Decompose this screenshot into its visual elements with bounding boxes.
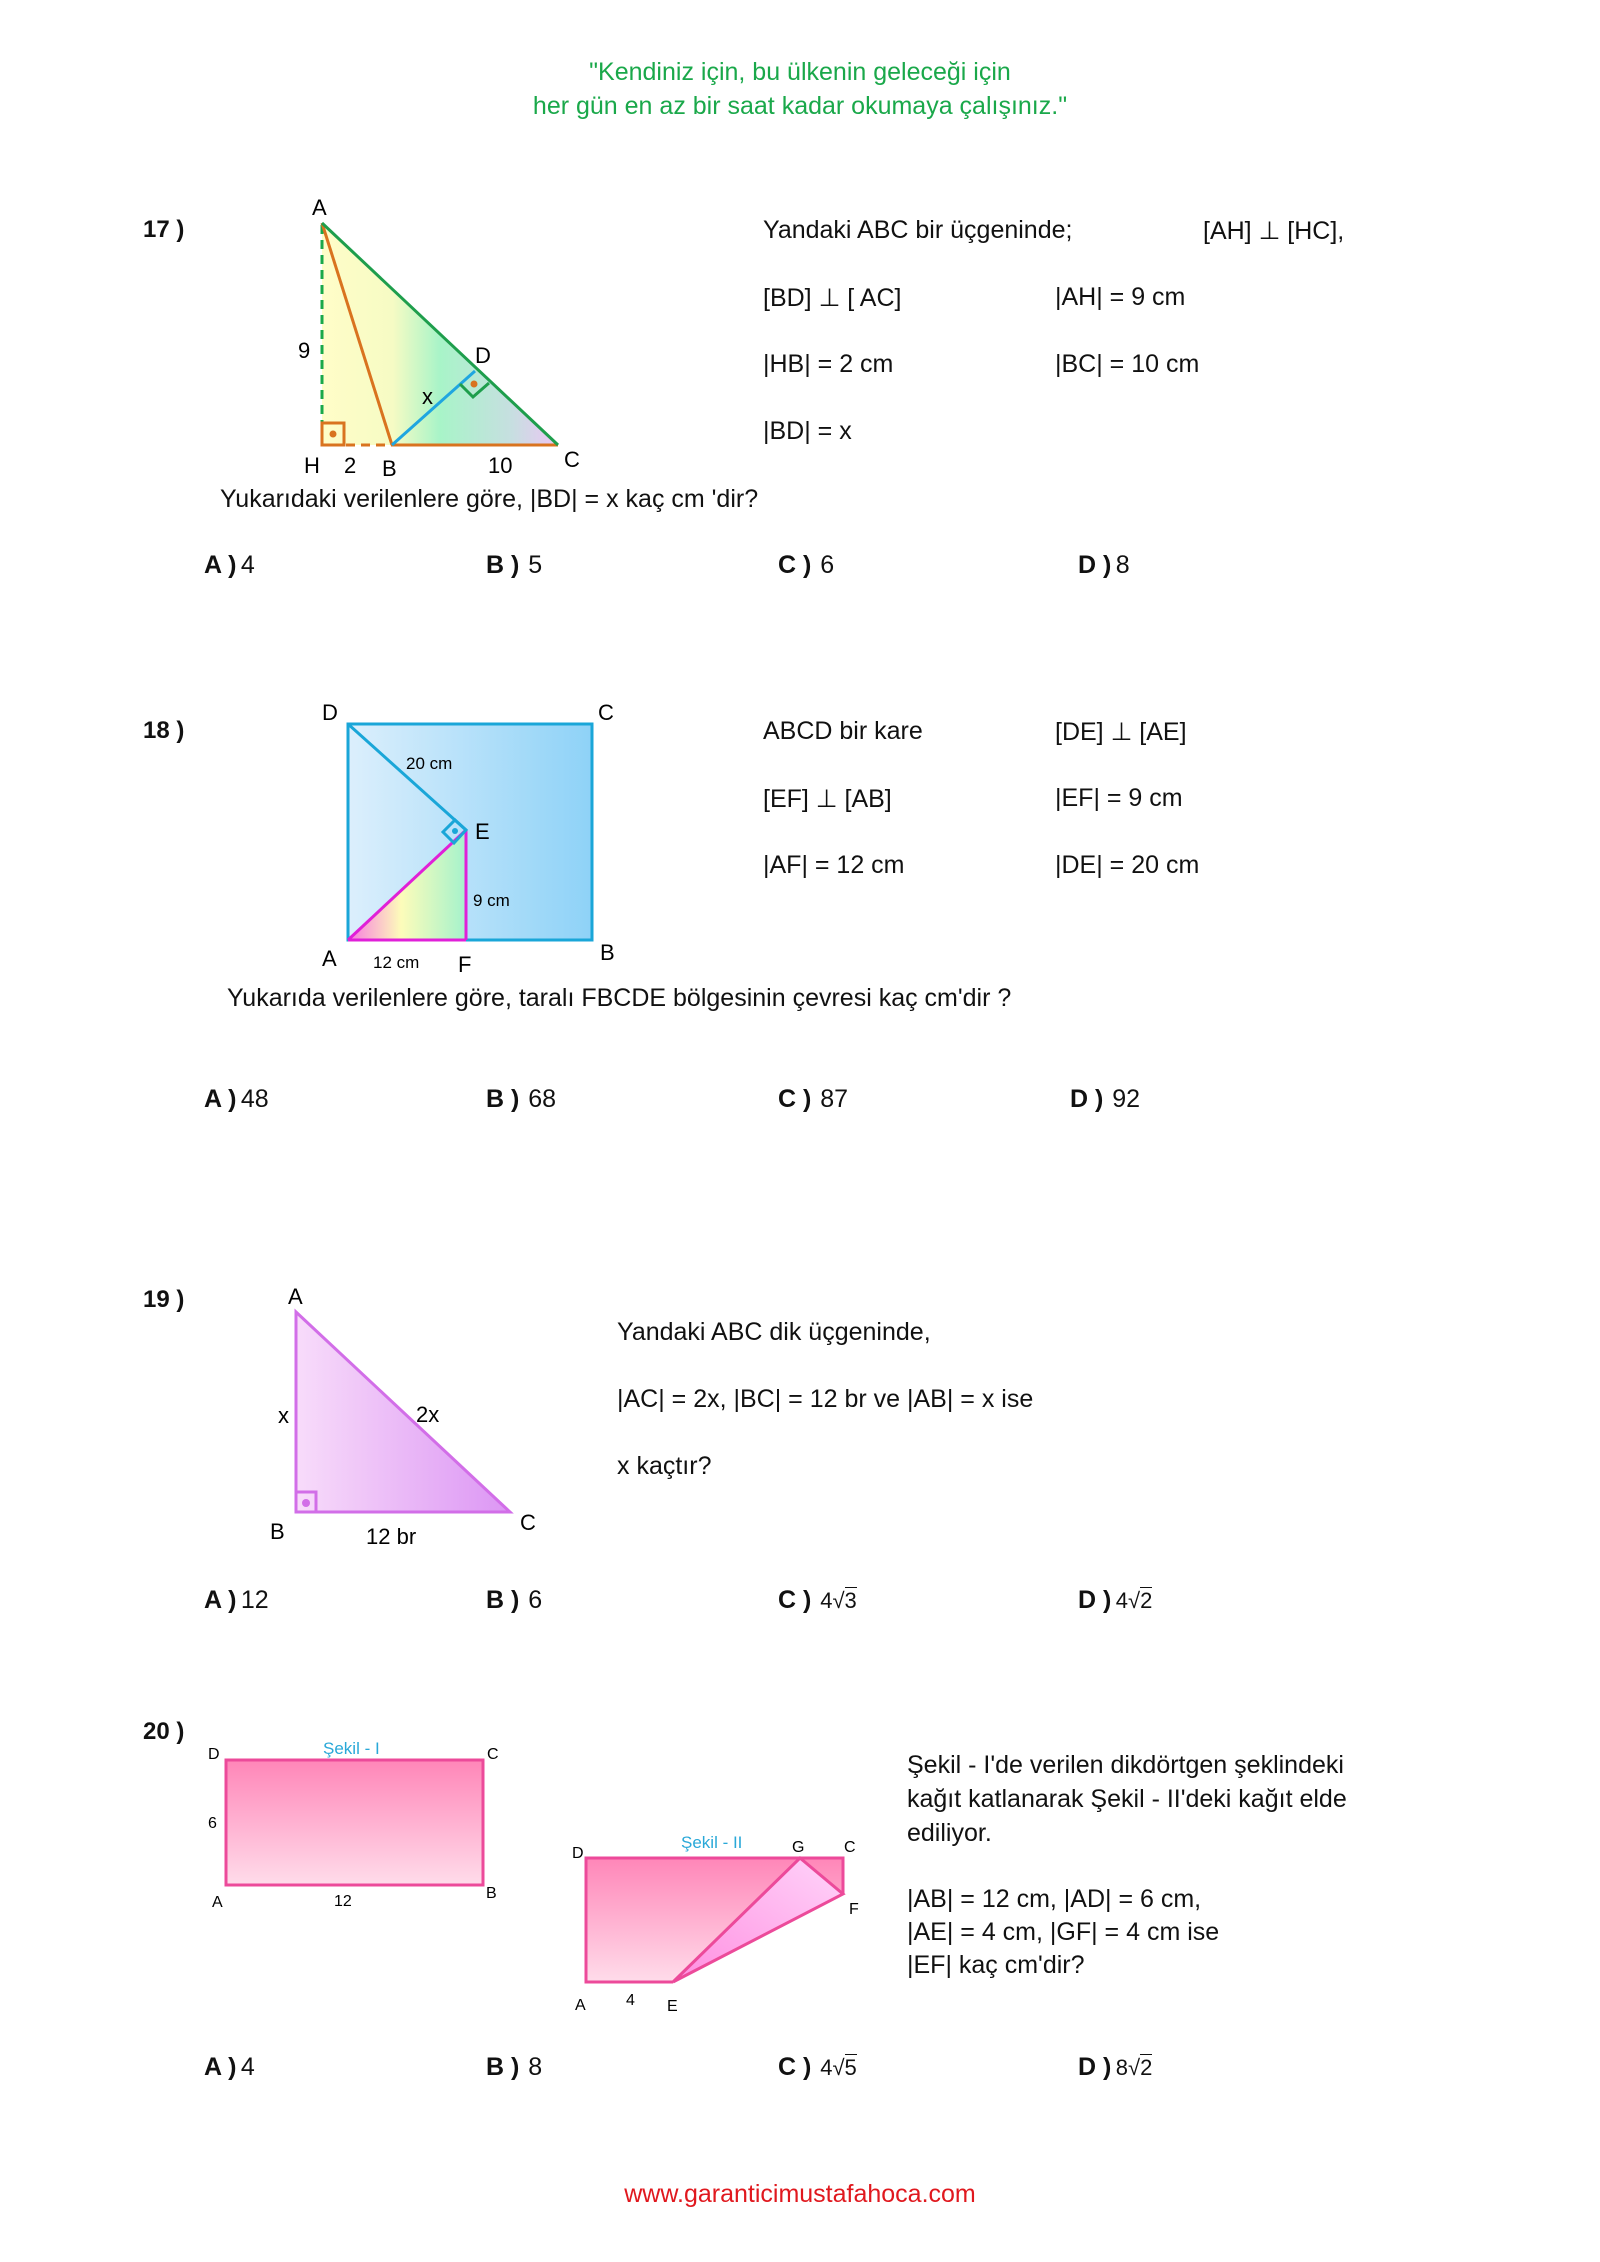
question-text: Yukarıdaki verilenlere göre, |BD| = x kaç cm 'dir?	[220, 485, 759, 513]
option-b[interactable]	[486, 1085, 556, 1114]
option-a[interactable]	[204, 551, 255, 580]
label-d: D	[208, 1746, 220, 1763]
label-4: 4	[626, 1992, 635, 2009]
radicand: 5	[844, 2055, 857, 2080]
label-a: A	[312, 195, 327, 220]
label-b: B	[382, 456, 397, 481]
option-letter: B )	[486, 2053, 520, 2081]
label-d: D	[322, 700, 338, 725]
triangle-figure-19	[260, 1280, 560, 1550]
option-value	[820, 1587, 857, 1613]
label-c: C	[520, 1510, 536, 1535]
right-angle-dot-icon	[302, 1499, 310, 1507]
coefficient: 4	[1115, 1588, 1129, 1613]
coefficient: 4	[820, 2055, 833, 2080]
label-c: C	[487, 1746, 499, 1763]
option-letter: D )	[1078, 1586, 1112, 1614]
label-a: A	[575, 1997, 586, 2014]
label-f: F	[458, 952, 472, 977]
given-line: |EF| = 9 cm	[1055, 784, 1183, 812]
option-d[interactable]	[1078, 2053, 1152, 2082]
option-value: 92	[1112, 1085, 1141, 1113]
coefficient: 4	[820, 1588, 833, 1613]
given-line: Şekil - I'de verilen dikdörtgen şeklindeki	[907, 1751, 1344, 1779]
footer-website-link[interactable]: www.garanticimustafahoca.com	[624, 2180, 976, 2208]
option-value: 12	[240, 1586, 269, 1614]
label-2: 2	[344, 453, 357, 478]
label-c: C	[844, 1839, 856, 1856]
option-c[interactable]	[778, 1586, 857, 1615]
option-b[interactable]	[486, 2053, 542, 2082]
label-12br: 12 br	[366, 1524, 417, 1549]
given-line: kağıt katlanarak Şekil - II'deki kağıt elde	[907, 1785, 1347, 1813]
option-value: 87	[820, 1085, 849, 1113]
option-d[interactable]	[1078, 551, 1130, 580]
option-value: 5	[528, 551, 543, 579]
option-value: 8	[528, 2053, 543, 2081]
quote-line-1: "Kendiniz için, bu ülkenin geleceği için	[589, 58, 1011, 86]
question-number: 19 )	[143, 1286, 185, 1313]
label-g: G	[792, 1839, 805, 1856]
radicand: 2	[1140, 2055, 1153, 2080]
label-10: 10	[488, 453, 513, 478]
given-line: |EF| kaç cm'dir?	[907, 1951, 1085, 1979]
label-a: A	[212, 1894, 223, 1910]
triangle-figure-17	[270, 185, 600, 495]
option-a[interactable]	[204, 1586, 269, 1615]
given-line: [AH] ⊥ [HC],	[1203, 217, 1345, 245]
triangle-abc	[296, 1312, 510, 1512]
given-line: Yandaki ABC dik üçgeninde,	[617, 1318, 931, 1346]
given-line: ediliyor.	[907, 1819, 992, 1847]
sqrt-icon: √	[1128, 1588, 1141, 1613]
option-letter: B )	[486, 1586, 520, 1614]
given-line: |BD| = x	[763, 417, 852, 445]
given-line: [DE] ⊥ [AE]	[1055, 718, 1187, 746]
label-c: C	[598, 700, 614, 725]
given-line: x kaçtır?	[617, 1452, 712, 1480]
label-6: 6	[208, 1815, 217, 1832]
label-d: D	[475, 343, 491, 368]
given-line: |AF| = 12 cm	[763, 851, 905, 879]
option-d[interactable]	[1070, 1085, 1140, 1114]
label-f: F	[849, 1901, 859, 1918]
option-letter: C )	[778, 1586, 812, 1614]
sqrt-icon: √	[832, 1588, 845, 1613]
option-d[interactable]	[1078, 1586, 1152, 1615]
option-value	[820, 2054, 857, 2080]
label-a: A	[288, 1284, 303, 1309]
right-angle-dot-icon	[452, 828, 458, 834]
coefficient: 8	[1115, 2055, 1129, 2080]
option-value: 4	[240, 2053, 255, 2081]
label-b: B	[486, 1885, 497, 1902]
question-number: 18 )	[143, 717, 185, 744]
label-b: B	[270, 1519, 285, 1544]
option-letter: A )	[204, 1085, 237, 1113]
option-letter: D )	[1078, 2053, 1112, 2081]
given-line: |HB| = 2 cm	[763, 350, 894, 378]
option-value: 48	[240, 1085, 269, 1113]
option-letter: A )	[204, 2053, 237, 2081]
option-letter: D )	[1078, 551, 1112, 579]
label-e: E	[475, 819, 490, 844]
option-letter: B )	[486, 551, 520, 579]
option-letter: B )	[486, 1085, 520, 1113]
option-b[interactable]	[486, 551, 542, 580]
folded-figure-sekil-2	[560, 1820, 880, 2020]
option-letter: C )	[778, 551, 812, 579]
label-b: B	[600, 940, 615, 965]
given-line: |AE| = 4 cm, |GF| = 4 cm ise	[907, 1918, 1220, 1946]
option-letter: A )	[204, 1586, 237, 1614]
right-angle-dot-icon	[471, 381, 478, 388]
label-9: 9	[298, 338, 311, 363]
square-figure-18	[310, 700, 640, 990]
label-12cm: 12 cm	[373, 953, 420, 972]
option-c[interactable]	[778, 1085, 848, 1114]
label-h: H	[304, 453, 320, 478]
sqrt-icon: √	[832, 2055, 845, 2080]
option-value: 6	[820, 551, 835, 579]
label-2x: 2x	[416, 1402, 440, 1427]
option-letter: D )	[1070, 1085, 1104, 1113]
sqrt-icon: √	[1128, 2055, 1141, 2080]
label-e: E	[667, 1998, 678, 2015]
label-x: x	[422, 384, 433, 409]
option-c[interactable]	[778, 551, 834, 580]
label-d: D	[572, 1845, 584, 1862]
option-letter: C )	[778, 1085, 812, 1113]
option-letter: A )	[204, 551, 237, 579]
option-b[interactable]	[486, 1586, 542, 1615]
label-12: 12	[334, 1893, 352, 1910]
option-c[interactable]	[778, 2053, 857, 2082]
rectangle-abcd	[226, 1760, 483, 1885]
label-c: C	[564, 447, 580, 472]
label-x: x	[278, 1403, 289, 1428]
radicand: 3	[844, 1588, 857, 1613]
right-angle-dot-icon	[330, 431, 337, 438]
figure-title: Şekil - II	[681, 1833, 743, 1852]
question-number: 20 )	[143, 1718, 185, 1745]
option-a[interactable]	[204, 1085, 269, 1114]
option-letter: C )	[778, 2053, 812, 2081]
quote-line-2: her gün en az bir saat kadar okumaya çalışınız."	[532, 92, 1068, 120]
option-value	[1116, 1587, 1153, 1613]
rectangle-figure-sekil-1	[200, 1735, 520, 1910]
option-value	[1116, 2054, 1153, 2080]
given-line: |AH| = 9 cm	[1055, 283, 1186, 311]
option-a[interactable]	[204, 2053, 255, 2082]
label-a: A	[322, 946, 337, 971]
question-number: 17 )	[143, 216, 185, 243]
figure-title: Şekil - I	[323, 1739, 380, 1758]
given-line: ABCD bir kare	[763, 717, 923, 745]
label-20cm: 20 cm	[406, 754, 453, 773]
given-line: [EF] ⊥ [AB]	[763, 785, 892, 813]
given-line: |AB| = 12 cm, |AD| = 6 cm,	[907, 1885, 1202, 1913]
given-line: [BD] ⊥ [ AC]	[763, 284, 902, 312]
given-line: |DE| = 20 cm	[1055, 851, 1200, 879]
option-value: 8	[1115, 551, 1130, 579]
given-line: |BC| = 10 cm	[1055, 350, 1200, 378]
given-line: |AC| = 2x, |BC| = 12 br ve |AB| = x ise	[617, 1385, 1034, 1413]
option-value: 4	[240, 551, 255, 579]
radicand: 2	[1140, 1588, 1153, 1613]
given-line: Yandaki ABC bir üçgeninde;	[763, 216, 1073, 244]
option-value: 68	[528, 1085, 557, 1113]
label-9cm: 9 cm	[473, 891, 510, 910]
question-text: Yukarıda verilenlere göre, taralı FBCDE bölgesinin çevresi kaç cm'dir ?	[227, 984, 1012, 1012]
option-value: 6	[528, 1586, 543, 1614]
